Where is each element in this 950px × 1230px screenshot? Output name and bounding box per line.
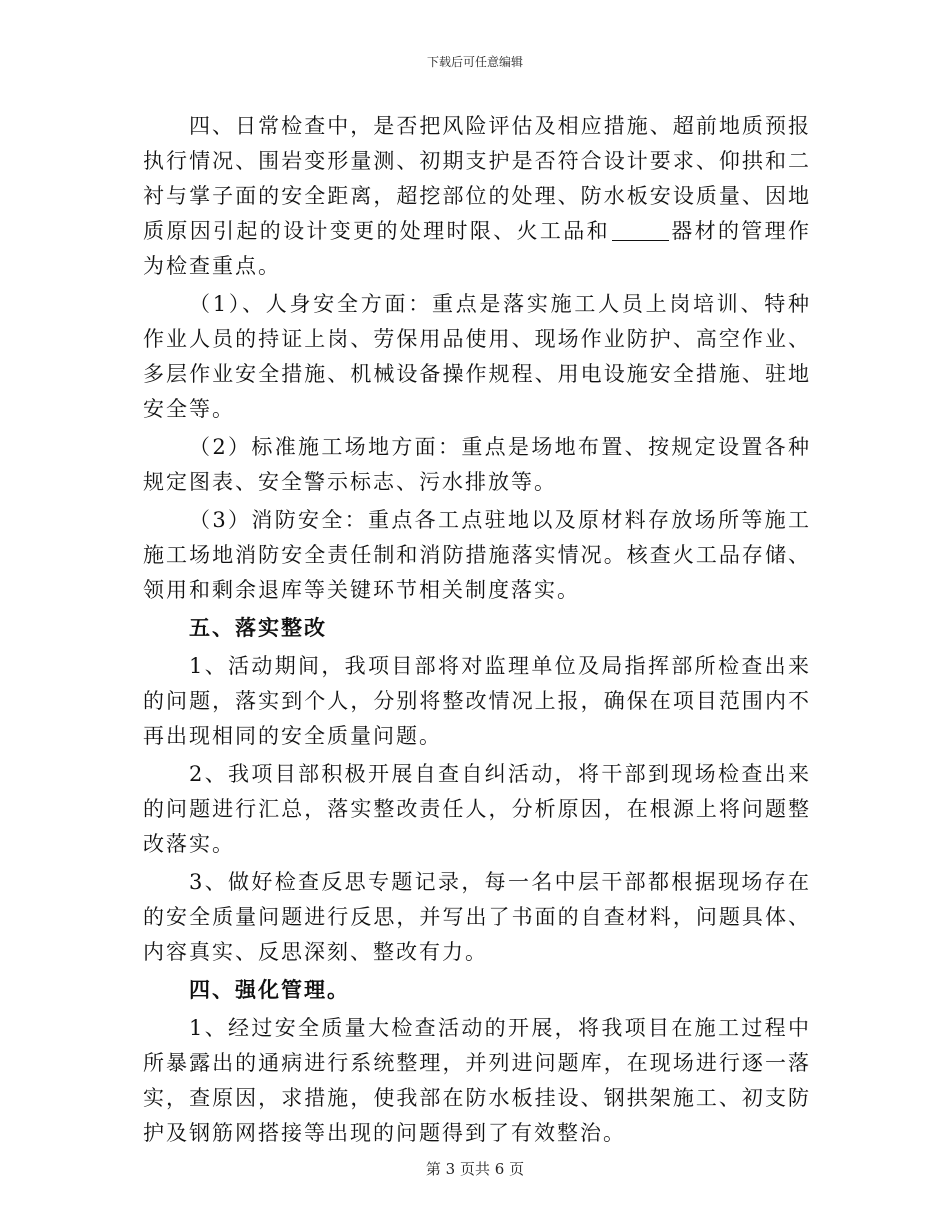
section-heading-rectification: 五、落实整改 bbox=[189, 616, 327, 640]
page-header-note: 下载后可任意编辑 bbox=[426, 55, 523, 69]
paragraph-rectification-2: 2、我项目部积极开展自查自纠活动，将干部到现场检查出来的问题进行汇总，落实整改责任人，分析原因，在根源上将问题整改落实。 bbox=[143, 762, 811, 856]
section-heading-management: 四、强化管理。 bbox=[189, 978, 350, 1002]
fill-in-blank bbox=[612, 220, 669, 241]
paragraph-daily-inspection bbox=[143, 109, 811, 284]
paragraph-standard-site: （2）标准施工场地方面：重点是场地布置、按规定设置各种规定图表、安全警示标志、污水排放等。 bbox=[143, 435, 811, 494]
document-body bbox=[143, 109, 811, 1151]
paragraph-text: 四、日常检查中，是否把风险评估及相应措施、超前地质预报执行情况、围岩变形量测、初期支护是否符合设计要求、仰拱和二衬与掌子面的安全距离，超挖部位的处理、防水板安设质量、因地质原因引起的设计变更的处理时限、火工品和 bbox=[143, 114, 811, 243]
paragraph-rectification-1: 1、活动期间，我项目部将对监理单位及局指挥部所检查出来的问题，落实到个人，分别将整改情况上报，确保在项目范围内不再出现相同的安全质量问题。 bbox=[143, 654, 811, 748]
paragraph-management-1: 1、经过安全质量大检查活动的开展，将我项目在施工过程中所暴露出的通病进行系统整理，并列进问题库，在现场进行逐一落实，查原因，求措施，使我部在防水板挂设、钢拱架施工、初支防护及钢筋网搭接等出现的问题得到了有效整治。 bbox=[143, 1016, 811, 1145]
paragraph-text: 器材的管理作为检查重点。 bbox=[143, 219, 811, 278]
paragraph-rectification-3: 3、做好检查反思专题记录，每一名中层干部都根据现场存在的安全质量问题进行反思，并写出了书面的自查材料，问题具体、内容真实、反思深刻、整改有力。 bbox=[143, 870, 811, 964]
page-number: 第 3 页共 6 页 bbox=[425, 1160, 525, 1178]
paragraph-personal-safety: （1）、人身安全方面：重点是落实施工人员上岗培训、特种作业人员的持证上岗、劳保用品使用、现场作业防护、高空作业、多层作业安全措施、机械设备操作规程、用电设施安全措施、驻地安全等。 bbox=[143, 292, 811, 421]
paragraph-fire-safety: （3）消防安全：重点各工点驻地以及原材料存放场所等施工施工场地消防安全责任制和消防措施落实情况。核查火工品存储、领用和剩余退库等关键环节相关制度落实。 bbox=[143, 508, 811, 602]
